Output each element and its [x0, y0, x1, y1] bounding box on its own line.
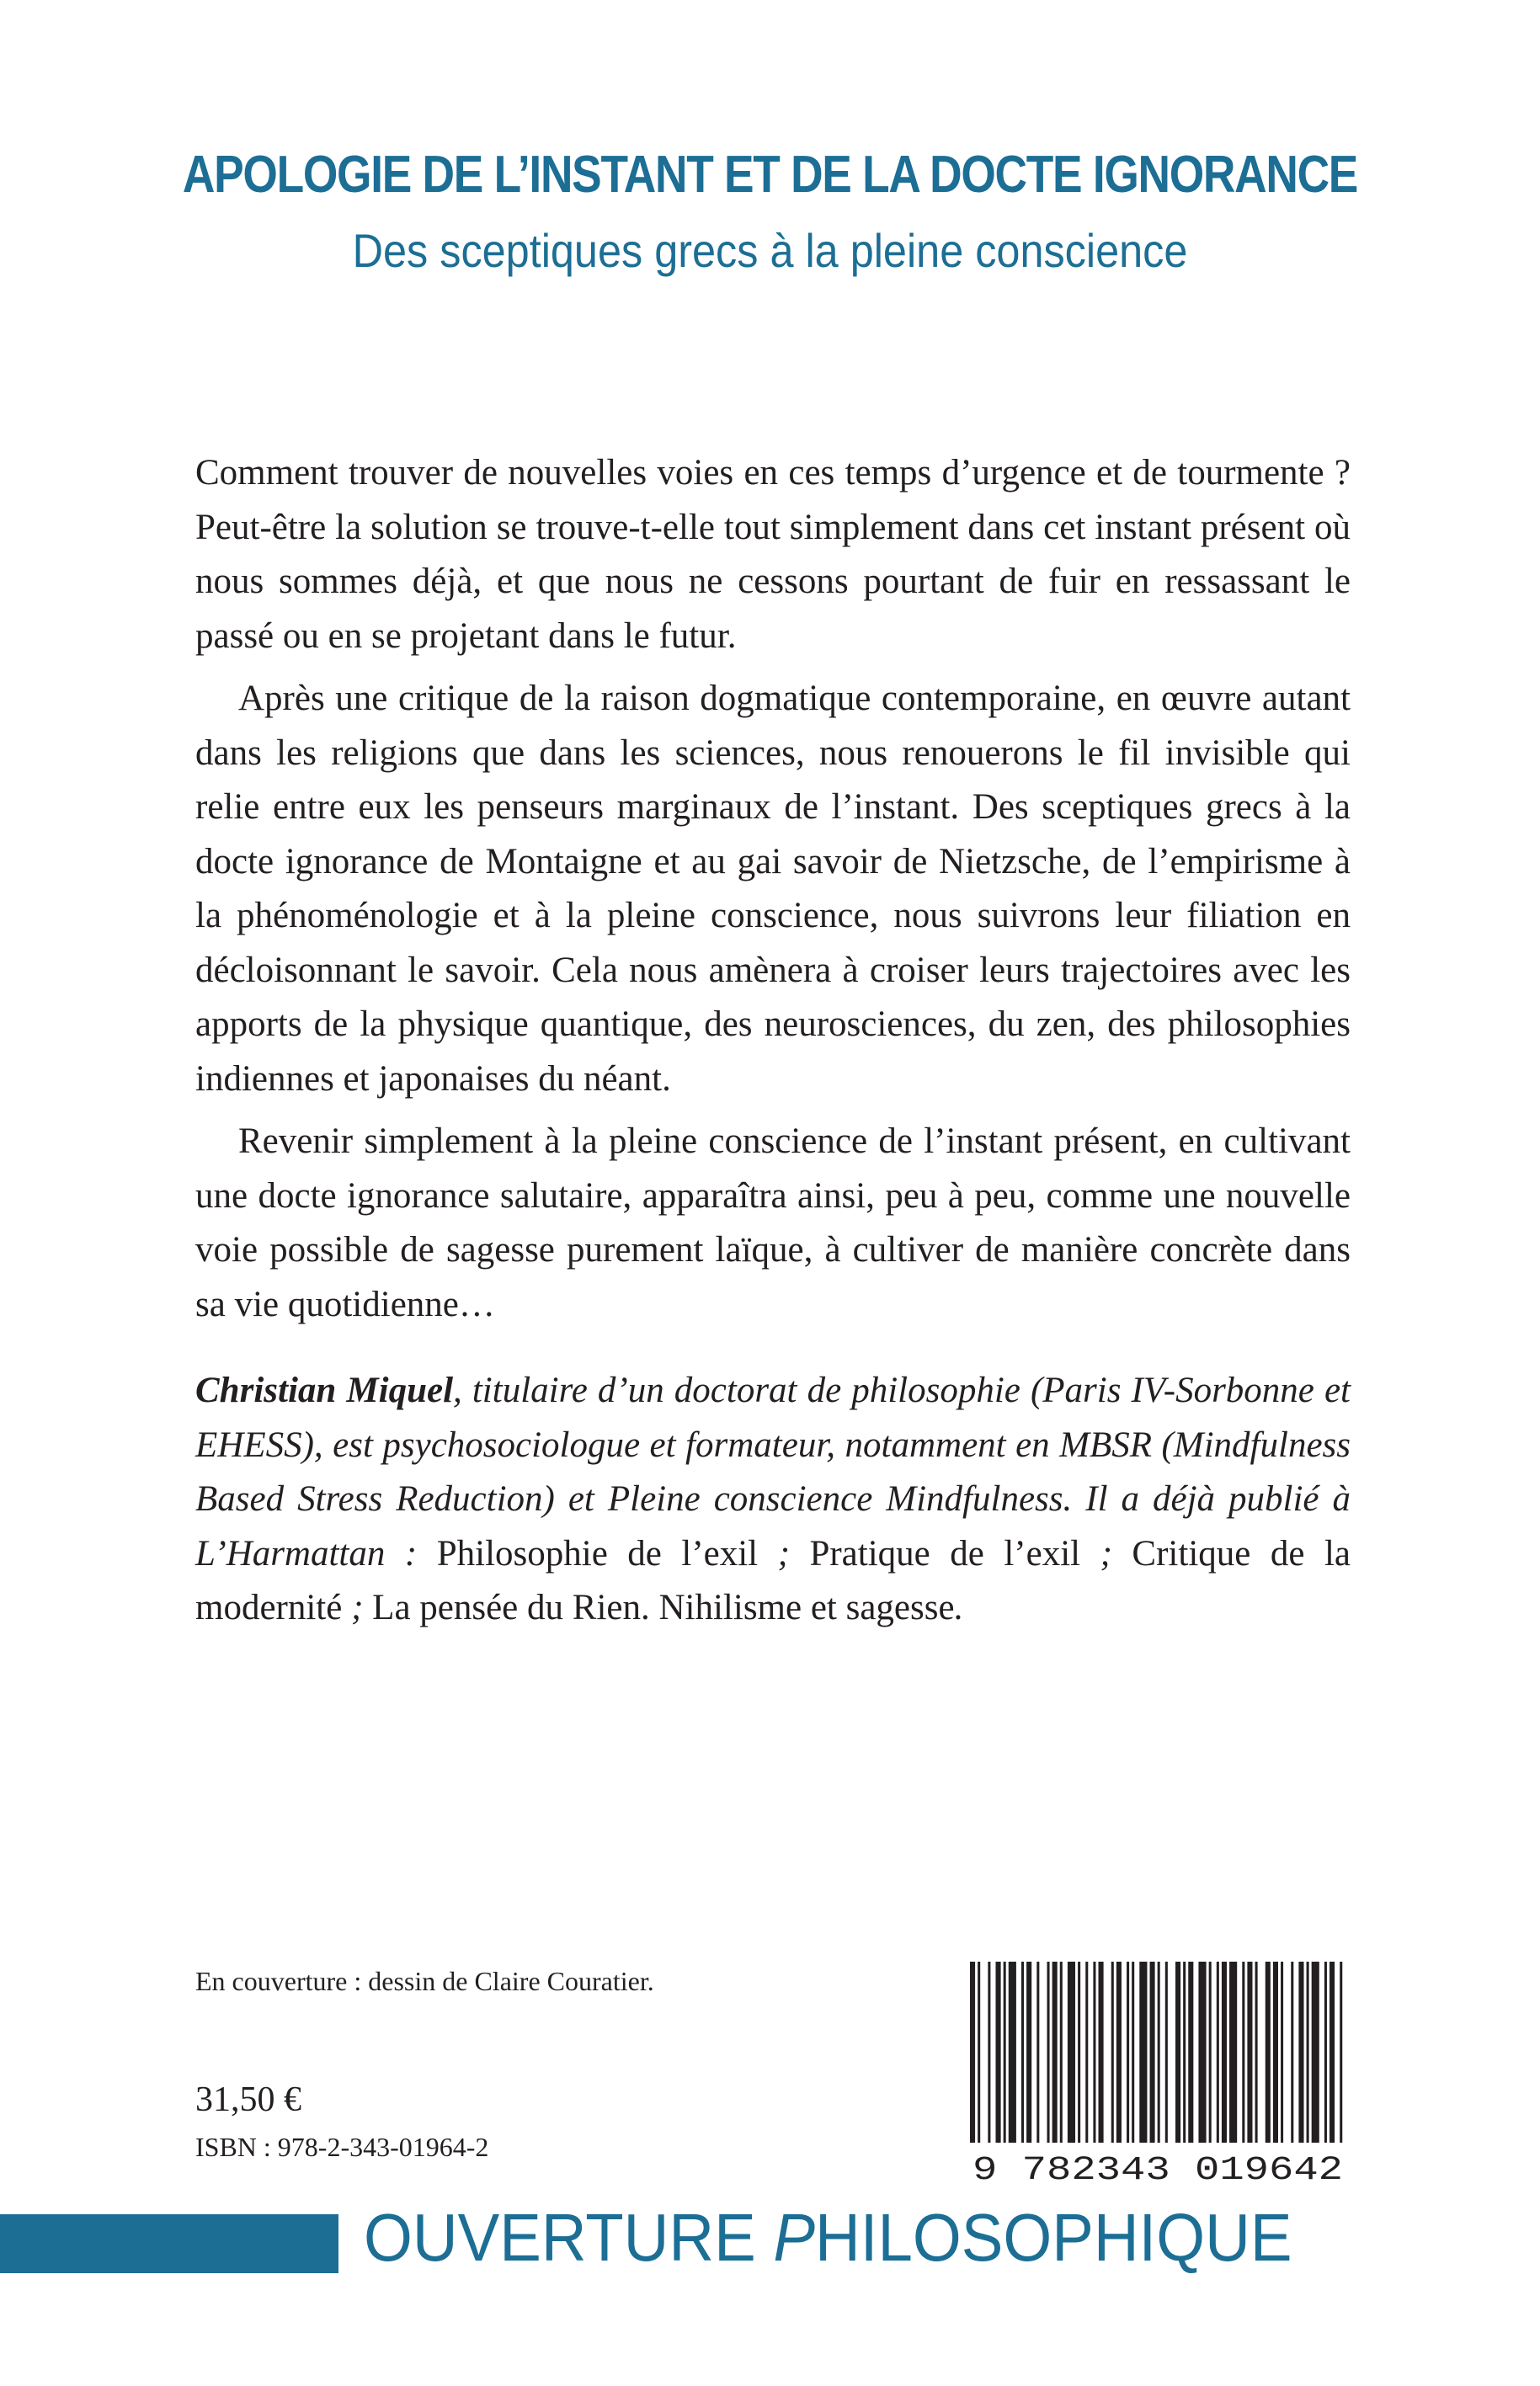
bio-end: .: [954, 1588, 964, 1627]
barcode-bar: [1281, 1962, 1283, 2143]
barcode-bar: [1307, 1962, 1309, 2143]
series-name-part2: HILOSOPHIQUE: [815, 2200, 1292, 2275]
barcode-bar: [1183, 1962, 1186, 2143]
book-title: APOLOGIE DE L’INSTANT ET DE LA DOCTE IGNORANCE: [182, 146, 1358, 204]
book-title-1: Philosophie de l’exil: [436, 1533, 759, 1574]
barcode-bar: [1078, 1962, 1080, 2143]
barcode-bar: [1217, 1962, 1219, 2143]
barcode-bar: [1175, 1962, 1180, 2143]
author-bio: [195, 1364, 1351, 1636]
series-name-initial: P: [773, 2200, 816, 2275]
barcode-bar: [1004, 1962, 1006, 2143]
barcode-bar: [1036, 1962, 1039, 2143]
barcode-bar: [1330, 1962, 1335, 2143]
separator: ;: [342, 1588, 373, 1627]
barcode-bar: [1291, 1962, 1293, 2143]
barcode-bar: [1009, 1962, 1016, 2143]
barcode-bar: [1085, 1962, 1088, 2143]
barcode-bar: [1209, 1962, 1212, 2143]
barcode-bar: [1111, 1962, 1114, 2143]
barcode-bar: [1242, 1962, 1244, 2143]
barcode-bar: [1273, 1962, 1278, 2143]
barcode-bar: [1116, 1962, 1122, 2143]
barcode-bar: [1093, 1962, 1095, 2143]
book-title-4: La pensée du Rien. Nihilisme et sagesse: [372, 1588, 955, 1627]
barcode-bar: [1324, 1962, 1327, 2143]
barcode-bar: [1099, 1962, 1104, 2143]
isbn-barcode: [967, 1962, 1350, 2185]
barcode-bar: [1068, 1962, 1075, 2143]
barcode-bar: [1312, 1962, 1319, 2143]
barcode-bar: [1229, 1962, 1237, 2143]
cover-credit: En couverture : dessin de Claire Couratier.: [195, 1966, 654, 1996]
barcode-bar: [970, 1962, 975, 2143]
barcode-bar: [1026, 1962, 1031, 2143]
barcode-bar: [1188, 1962, 1193, 2143]
barcode-bar: [1158, 1962, 1160, 2143]
barcode-bar: [1127, 1962, 1129, 2143]
separator: ;: [758, 1533, 810, 1574]
barcode-graphic: [967, 1962, 1350, 2185]
barcode-bar: [1198, 1962, 1206, 2143]
barcode-bar: [1247, 1962, 1252, 2143]
barcode-bar: [988, 1962, 990, 2143]
barcode-bar: [1222, 1962, 1227, 2143]
barcode-bar: [1150, 1962, 1155, 2143]
barcode-bar: [1340, 1962, 1342, 2143]
barcode-bar: [1165, 1962, 1168, 2143]
barcode-bar: [978, 1962, 980, 2143]
back-cover-blurb: [195, 446, 1351, 1332]
barcode-bar: [1021, 1962, 1024, 2143]
separator: ;: [1080, 1533, 1132, 1574]
series-name-part1: OUVERTURE: [364, 2200, 774, 2275]
price: 31,50 €: [195, 2080, 301, 2119]
series-color-band: [0, 2214, 338, 2273]
barcode-bar: [1255, 1962, 1258, 2143]
isbn: ISBN : 978-2-343-01964-2: [195, 2132, 489, 2162]
barcode-bar: [1139, 1962, 1147, 2143]
barcode-bar: [1052, 1962, 1058, 2143]
barcode-bar: [996, 1962, 1001, 2143]
book-subtitle: Des sceptiques grecs à la pleine conscience: [352, 224, 1188, 277]
author-name: Christian Miquel: [195, 1371, 454, 1410]
barcode-bar: [1047, 1962, 1050, 2143]
barcode-bar: [1060, 1962, 1063, 2143]
barcode-bar: [1298, 1962, 1303, 2143]
blurb-paragraph-3: Revenir simplement à la pleine conscience de l’instant présent, en cultivant une docte ignorance salutaire, apparaîtra ainsi, peu à peu, comme une nouvelle voie possible de sagesse purement laïque, à cultiver de manière concrète dans sa vie quotidienne…: [195, 1121, 1351, 1324]
barcode-digits: 9 782343 019642: [972, 2152, 1343, 2185]
book-title-2: Pratique de l’exil: [809, 1533, 1081, 1574]
bio-text: , titulaire d’un doctorat de philosophie (Paris IV-Sorbonne et EHESS), est psychosociologue et formateur, notamment en MBSR (Mindfulness Based Stress Reduction) et Pleine conscience Mindfulness. Il a déjà publié à L’Harmattan :: [195, 1371, 1351, 1574]
barcode-bar: [1132, 1962, 1134, 2143]
book-title-3: Critique de la modernité: [195, 1533, 1351, 1627]
blurb-paragraph-1: Comment trouver de nouvelles voies en ces temps d’urgence et de tourmente ? Peut-être la solution se trouve-t-elle tout simplement dans cet instant présent où nous sommes déjà, et que nous ne cessons pourtant de fuir en ressassant le passé ou en se projetant dans le futur.: [195, 453, 1351, 656]
barcode-bar: [1266, 1962, 1271, 2143]
series-name: [364, 2199, 1292, 2277]
blurb-paragraph-2: Après une critique de la raison dogmatique contemporaine, en œuvre autant dans les religions que dans les sciences, nous renouerons le fil invisible qui relie entre eux les penseurs marginaux de l’instant. Des sceptiques grecs à la docte ignorance de Montaigne et au gai savoir de Nietzsche, de l’empirisme à la phénoménologie et à la pleine conscience, nous suivrons leur filiation en décloisonnant le savoir. Cela nous amènera à croiser leurs trajectoires avec les apports de la physique quantique, des neurosciences, du zen, des philosophies indiennes et japonaises du néant.: [195, 679, 1351, 1099]
